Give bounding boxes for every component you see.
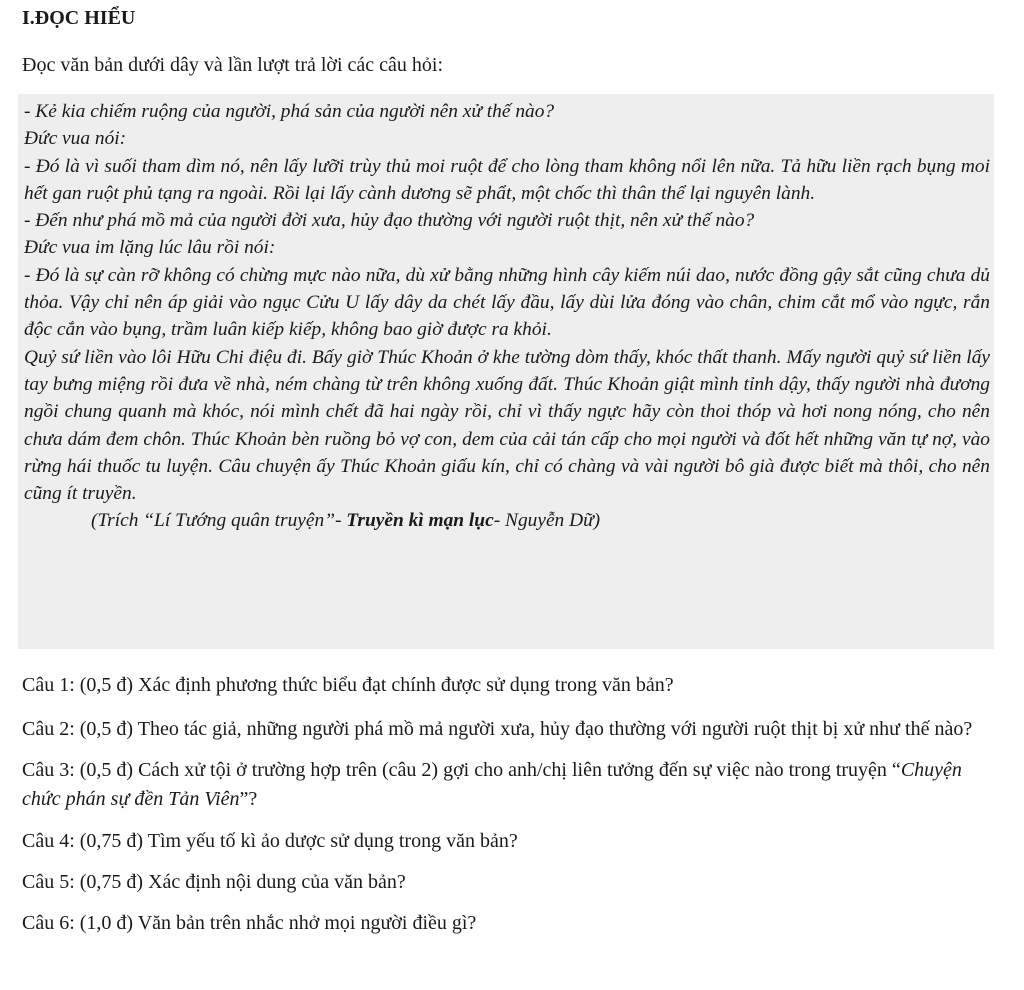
source-title: Lí Tướng quân truyện — [154, 510, 325, 532]
passage-source — [24, 507, 990, 534]
section-heading: I.ĐỌC HIỂU — [22, 7, 136, 29]
question-list — [22, 671, 990, 951]
passage-line: - Kẻ kia chiếm ruộng của người, phá sản của người nên xử thế nào? — [24, 101, 555, 122]
question-3-story-title: Chuyện chức phán sự đền Tản Viên — [22, 759, 962, 810]
passage-line: Quỷ sứ liền vào lôi Hữu Chi điệu đi. Bấy giờ Thúc Khoản ở khe tường dòm thấy, khóc thất thanh. Mấy người quỷ sứ liền lấy tay bưng miệng rồi đưa về nhà, ném chàng từ trên không xuống đất. Thúc Khoản giật mình tỉnh dậy, thấy người nhà đương ngồi chung quanh mà khóc, nói mình chết đã hai ngày rồi, chỉ vì thấy ngực hãy còn thoi thóp và hơi nong nóng, cho nên chưa dám đem chôn. Thúc Khoản bèn ruồng bỏ vợ con, dem của cải tán cấp cho mọi người và đốt hết những văn tự nợ, vào rừng hái thuốc tu luyện. Câu chuyện ấy Thúc Khoản giấu kín, chỉ có chàng và vài người bô già được biết mà thôi, cho nên cũng ít truyền. — [24, 346, 990, 505]
source-author: - Nguyễn Dữ) — [493, 510, 601, 532]
passage-line: Đức vua nói: — [24, 128, 127, 150]
source-mid: ”- — [324, 510, 347, 532]
passage-line: Đức vua im lặng lúc lâu rồi nói: — [24, 237, 276, 259]
question-3 — [22, 756, 990, 814]
question-1: Câu 1: (0,5 đ) Xác định phương thức biểu đạt chính được sử dụng trong văn bản? — [22, 674, 674, 696]
question-3-prefix: Câu 3: (0,5 đ) Cách xử tội ở trường hợp trên (câu 2) gợi cho anh/chị liên tưởng đến sự việc nào trong truyện “ — [22, 759, 901, 781]
instruction-text: Đọc văn bản dưới dây và lần lượt trả lời các câu hỏi: — [22, 54, 444, 76]
question-3-suffix: ”? — [239, 788, 258, 810]
passage-line: - Đó là vì suối tham dìm nó, nên lấy lưỡi trùy thủ moi ruột để cho lòng tham không nổi lên nữa. Tả hữu liền rạch bụng moi hết gan ruột phủ tạng ra ngoài. Rồi lại lấy cành dương sẽ phẩt, một chốc thì thân thể lại nguyên lành. — [24, 155, 990, 204]
question-2: Câu 2: (0,5 đ) Theo tác giả, những người phá mồ mả người xưa, hủy đạo thường với người ruột thịt bị xử như thế nào? — [22, 718, 973, 740]
question-6: Câu 6: (1,0 đ) Văn bản trên nhắc nhở mọi người điều gì? — [22, 912, 477, 934]
question-4: Câu 4: (0,75 đ) Tìm yếu tố kì ảo dược sử dụng trong văn bản? — [22, 830, 518, 852]
passage-line: - Đó là sự càn rỡ không có chừng mực nào nữa, dù xử bằng những hình cây kiếm núi dao, nước đồng gậy sắt cũng chưa dủ thỏa. Vậy chỉ nên áp giải vào ngục Cửu U lấy dây da chét lấy đầu, lấy dùi lửa đóng vào chân, chim cắt mổ vào ngực, rắn độc cắn vào bụng, trầm luân kiếp kiếp, không bao giờ được ra khỏi. — [24, 264, 990, 341]
question-5: Câu 5: (0,75 đ) Xác định nội dung của văn bản? — [22, 871, 406, 893]
source-book: Truyền kì mạn lục — [346, 510, 494, 532]
source-prefix: (Trích “ — [91, 510, 155, 532]
passage-box — [18, 94, 994, 649]
passage-line: - Đến như phá mồ mả của người đời xưa, hủy đạo thường với người ruột thịt, nên xử thế nào? — [24, 210, 755, 232]
